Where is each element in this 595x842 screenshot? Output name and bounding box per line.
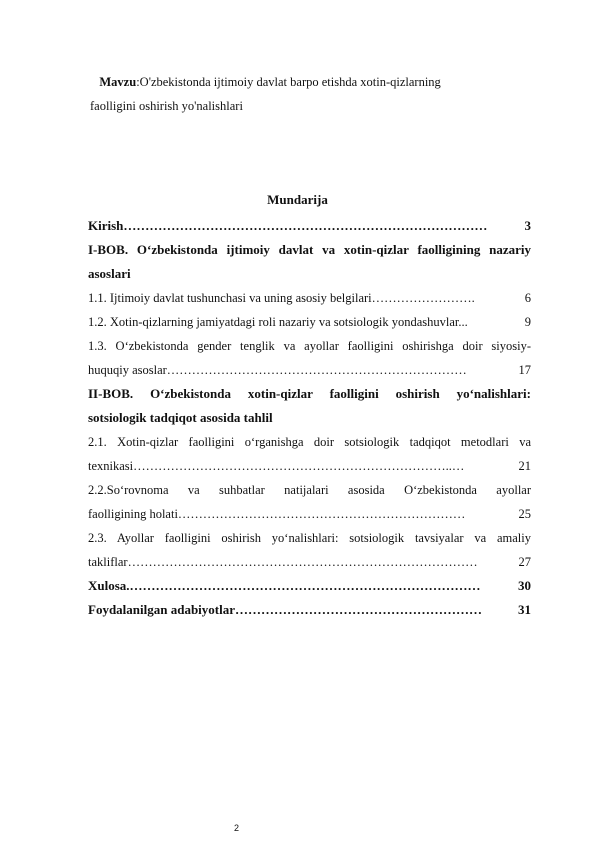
toc-entry [88, 502, 531, 526]
toc-entry-text: huquqiy asoslar……………………………………………………………… [88, 363, 467, 377]
toc-entry-text: sotsiologik tadqiqot asosida tahlil [88, 410, 273, 425]
toc-entry-text: Kirish………………………………………………………………………… [88, 218, 488, 233]
toc-entry-text: 2.2.So‘rovnoma va suhbatlar natijalari asosida O‘zbekistonda ayollar [88, 483, 531, 497]
topic-block [90, 70, 530, 118]
toc-entry-text: 1.2. Xotin-qizlarning jamiyatdagi roli nazariy va sotsiologik yondashuvlar... [88, 315, 468, 329]
topic-text-1: :O'zbekistonda ijtimoiy davlat barpo etishda xotin-qizlarning [136, 75, 441, 89]
toc-entry-text: 1.1. Ijtimoiy davlat tushunchasi va uning asosiy belgilari……………………. [88, 291, 475, 305]
toc-entry-page: 17 [518, 358, 532, 382]
toc-entry-page: 9 [524, 310, 531, 334]
toc-entry [88, 574, 531, 598]
topic-text-2: faolligini oshirish yo'nalishlari [90, 99, 243, 113]
toc-entry-page: 30 [517, 574, 531, 598]
toc-entry [88, 526, 531, 550]
toc-entry [88, 286, 531, 310]
toc-entry-text: II-BOB. O‘zbekistonda xotin-qizlar faolligini oshirish yo‘nalishlari: [88, 386, 531, 401]
toc-entry-text: I-BOB. O‘zbekistonda ijtimoiy davlat va xotin-qizlar faolligining nazariy [88, 242, 531, 257]
toc-entry [88, 214, 531, 238]
toc-entry-text: 1.3. O‘zbekistonda gender tenglik va ayollar faolligini oshirishga doir siyosiy- [88, 339, 531, 353]
toc-entry-page: 25 [518, 502, 532, 526]
toc-entry [88, 382, 531, 406]
toc-entry [88, 238, 531, 262]
toc-entry [88, 454, 531, 478]
toc-entry [88, 430, 531, 454]
toc-entry [88, 358, 531, 382]
toc-entry-text: Foydalanilgan adabiyotlar………………………………………………… [88, 602, 482, 617]
toc-entry-text: Xulosa.……………………………………………………………………… [88, 578, 481, 593]
toc-entry-page: 6 [524, 286, 531, 310]
toc-entry [88, 262, 531, 286]
toc-entry-text: asoslari [88, 266, 131, 281]
topic-label: Mavzu [99, 75, 137, 89]
toc-entry-page: 27 [518, 550, 532, 574]
toc-entry-page: 31 [517, 598, 531, 622]
toc-entry [88, 550, 531, 574]
toc-entry-page: 3 [524, 214, 532, 238]
toc-entry-text: takliflar………………………………………………………………………… [88, 555, 478, 569]
toc-entry-page: 21 [518, 454, 532, 478]
contents-title: Mundarija [267, 192, 328, 207]
page-number: 2 [234, 823, 240, 833]
toc-entry-text: texnikasi…………………………………………………………………..… [88, 459, 465, 473]
toc-entry [88, 598, 531, 622]
toc-entry-text: faolligining holati…………………………………………………………… [88, 507, 466, 521]
toc-entry [88, 478, 531, 502]
topic-line-1 [90, 70, 530, 94]
table-of-contents [88, 214, 531, 622]
toc-entry [88, 406, 531, 430]
toc-entry [88, 310, 531, 334]
toc-entry [88, 334, 531, 358]
toc-entry-text: 2.1. Xotin-qizlar faolligini o‘rganishga doir sotsiologik tadqiqot metodlari va [88, 435, 531, 449]
toc-entry-text: 2.3. Ayollar faolligini oshirish yo‘nalishlari: sotsiologik tavsiyalar va amaliy [88, 531, 531, 545]
